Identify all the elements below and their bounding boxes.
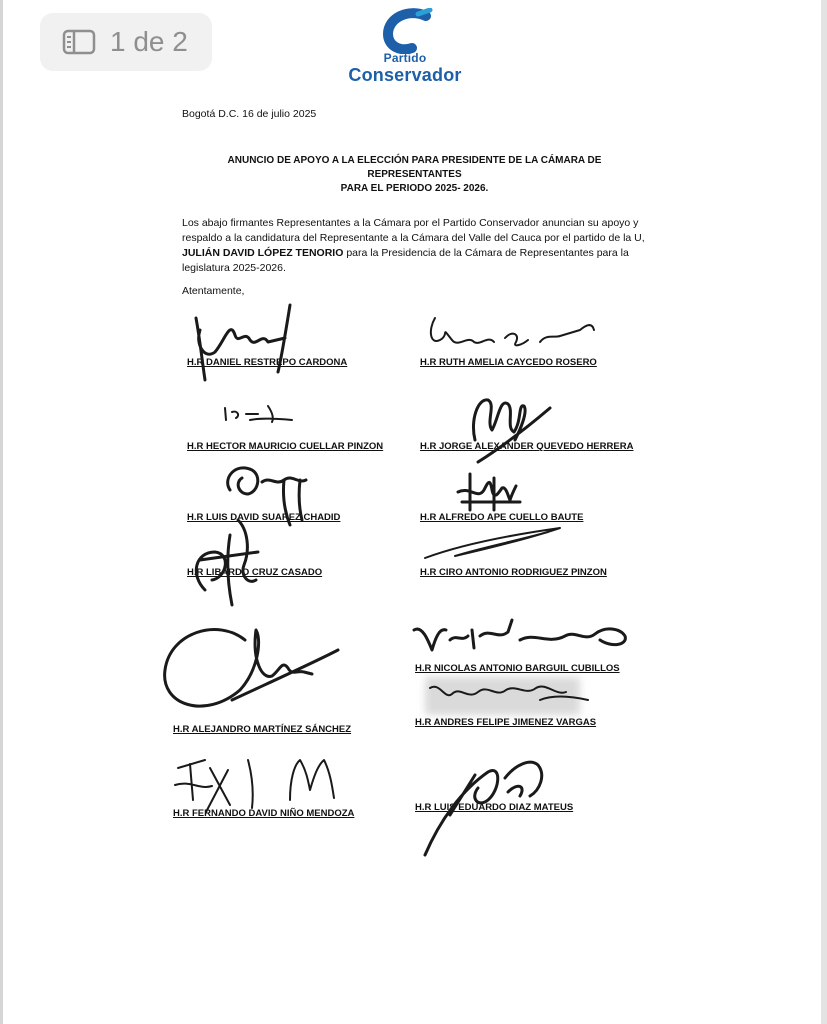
letter-title xyxy=(182,154,647,196)
signature-image xyxy=(165,630,338,707)
signature-image xyxy=(458,474,520,510)
signer-name: H.R NICOLAS ANTONIO BARGUIL CUBILLOS xyxy=(415,663,620,674)
letter-body xyxy=(182,216,652,276)
signer-name: H.R FERNANDO DAVID NIÑO MENDOZA xyxy=(173,808,355,819)
logo-text-large: Conservador xyxy=(348,65,462,85)
signer-name: H.R LUIS EDUARDO DIAZ MATEUS xyxy=(415,802,574,813)
letter-date: Bogotá D.C. 16 de julio 2025 xyxy=(182,108,317,120)
signer-name: H.R RUTH AMELIA CAYCEDO ROSERO xyxy=(420,357,597,368)
letter-title-line-2: PARA EL PERIODO 2025- 2026. xyxy=(340,183,489,194)
signature-blur xyxy=(425,677,580,715)
signer-name: H.R HECTOR MAURICIO CUELLAR PINZON xyxy=(187,441,384,452)
signer-name: H.R ANDRES FELIPE JIMENEZ VARGAS xyxy=(415,717,597,728)
signature-image xyxy=(431,318,594,345)
signature-image xyxy=(175,760,334,812)
letter-closing: Atentamente, xyxy=(182,285,245,297)
signature-image xyxy=(473,400,550,462)
signer-name: H.R LUIS DAVID SUAREZ CHADID xyxy=(187,512,341,523)
letter-body-part-2: para la Presidencia de la Cámara de Representantes para la legislatura 2025-2026. xyxy=(182,247,629,274)
signer-name: H.R DANIEL RESTREPO CARDONA xyxy=(187,357,348,368)
signature-image xyxy=(196,305,290,380)
logo-text-small: Partido xyxy=(383,51,427,65)
signature-image xyxy=(196,520,258,605)
signature-image xyxy=(425,528,560,558)
sidebar-icon xyxy=(62,29,96,55)
signer-name: H.R JORGE ALEXANDER QUEVEDO HERRERA xyxy=(420,441,634,452)
logo-c-mark-icon xyxy=(378,8,434,54)
page-indicator-label: 1 de 2 xyxy=(110,26,188,57)
signature-image xyxy=(414,620,625,650)
signer-name: H.R CIRO ANTONIO RODRIGUEZ PINZON xyxy=(420,567,607,578)
signer-name: H.R ALEJANDRO MARTÍNEZ SÁNCHEZ xyxy=(173,724,352,735)
letter-body-part-1: Los abajo firmantes Representantes a la Cámara por el Partido Conservador anuncian su apoyo y respaldo a la candidatura del Representante a la Cámara del Valle del Cauca por el partido de la U, xyxy=(182,217,645,244)
page-edge-right xyxy=(821,0,827,1024)
page-edge-left xyxy=(0,0,3,1024)
signer-name: H.R LIBARDO CRUZ CASADO xyxy=(187,567,323,578)
candidate-name: JULIÁN DAVID LÓPEZ TENORIO xyxy=(182,247,344,259)
party-logo xyxy=(330,8,480,88)
signer-name: H.R ALFREDO APE CUELLO BAUTE xyxy=(420,512,584,523)
letter-title-line-1: ANUNCIO DE APOYO A LA ELECCIÓN PARA PRESIDENTE DE LA CÁMARA DE REPRESENTANTES xyxy=(227,155,602,180)
signature-image xyxy=(225,406,292,422)
page-indicator[interactable] xyxy=(40,13,212,71)
